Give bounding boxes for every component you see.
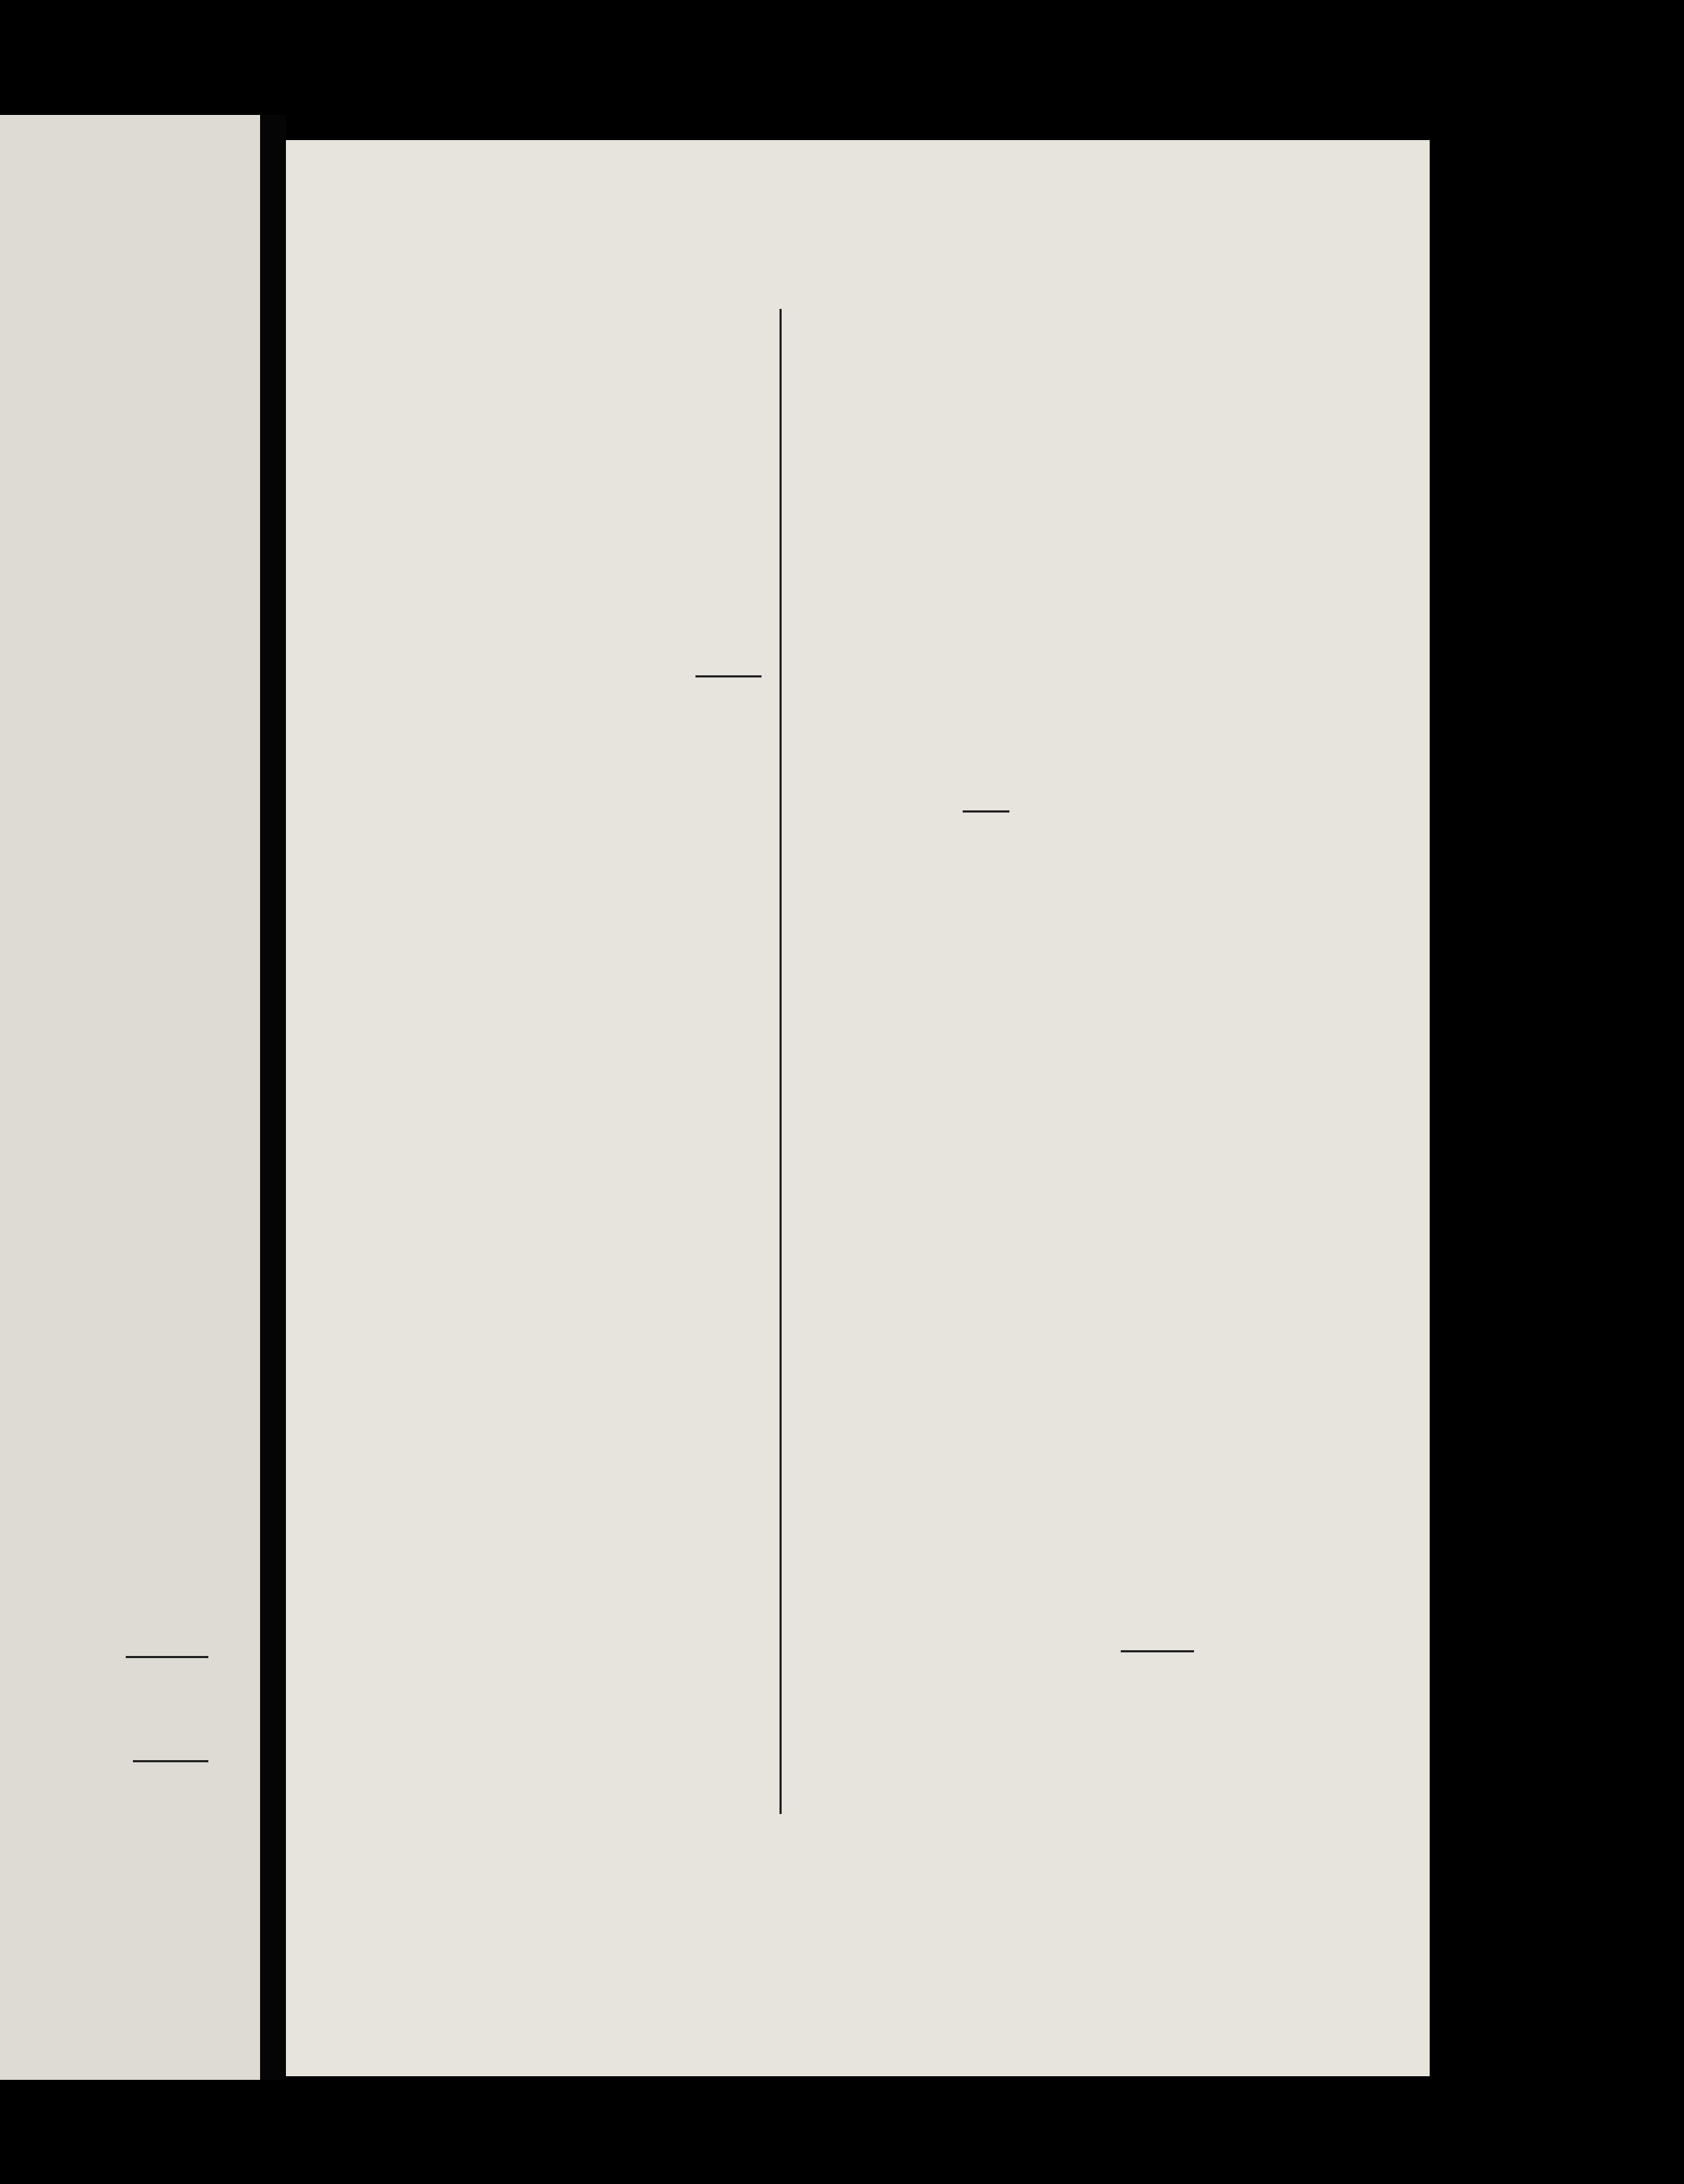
- book-gutter: [260, 115, 286, 2080]
- deanery-end-rule: [963, 810, 1009, 813]
- list-item: [0, 579, 208, 602]
- list-item: [0, 1214, 208, 1237]
- list-item: [0, 553, 208, 576]
- list-item: [0, 1342, 208, 1365]
- list-item: [0, 834, 208, 857]
- list-item: [0, 1240, 208, 1263]
- right-page: [286, 140, 1430, 2076]
- list-item: [0, 1622, 208, 1645]
- list-item: [0, 435, 208, 458]
- list-item: [0, 655, 208, 678]
- list-item: [0, 1570, 208, 1593]
- list-item: [0, 410, 208, 432]
- list-item: [0, 1493, 208, 1516]
- list-item: [0, 1519, 208, 1542]
- list-item: [0, 1545, 208, 1568]
- list-item: [0, 1316, 208, 1339]
- list-item: [0, 630, 208, 653]
- list-item: [0, 987, 208, 1010]
- list-item: [0, 706, 208, 729]
- list-item: [0, 783, 208, 806]
- list-item: [0, 910, 208, 933]
- list-item: [0, 681, 208, 704]
- lonsdell-total-rule: [1121, 1650, 1194, 1652]
- list-item: [0, 1063, 208, 1086]
- list-item: [0, 885, 208, 908]
- list-item: [0, 1114, 208, 1137]
- list-item: [0, 1038, 208, 1061]
- list-item: [0, 604, 208, 627]
- list-item: [0, 1089, 208, 1112]
- list-item: [0, 1596, 208, 1619]
- left-total-rule: [126, 1656, 208, 1658]
- column-divider: [779, 309, 782, 1814]
- list-item: [0, 961, 208, 984]
- list-item: [0, 1012, 208, 1035]
- list-item: [0, 1265, 208, 1288]
- ross-end-rule: [695, 675, 762, 677]
- list-item: [0, 1441, 208, 1464]
- list-item: [0, 1467, 208, 1490]
- list-item: [0, 808, 208, 831]
- list-item: [0, 859, 208, 882]
- list-item: [0, 757, 208, 780]
- list-item: [0, 732, 208, 755]
- list-item: [0, 1291, 208, 1314]
- list-item: [0, 936, 208, 959]
- left-bottom-rule: [133, 1760, 208, 1762]
